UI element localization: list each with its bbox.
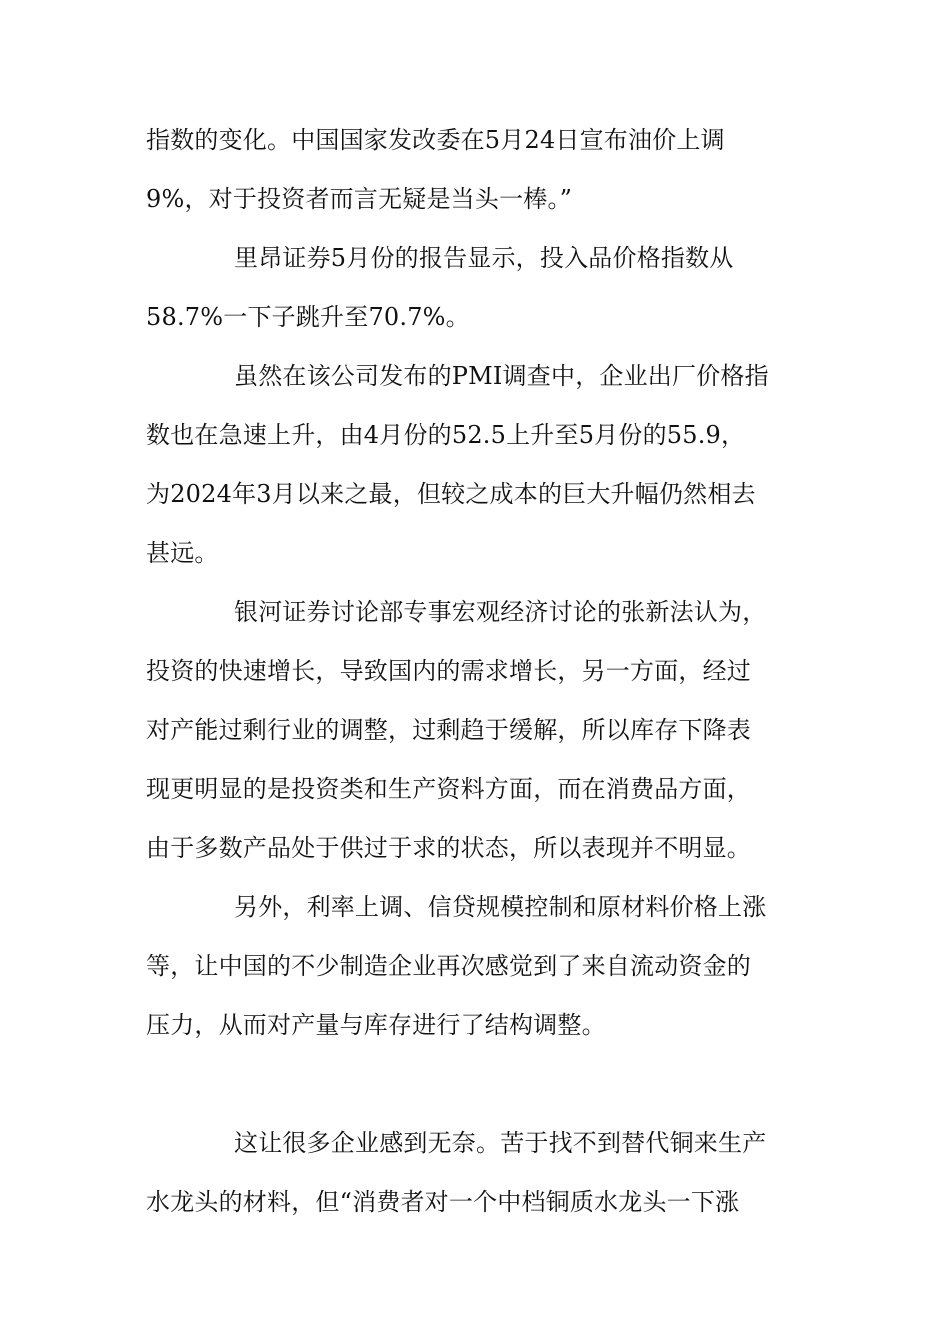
text-line: 甚远。 — [146, 539, 219, 567]
text-line: 银河证券讨论部专事宏观经济讨论的张新法认为， — [234, 598, 767, 626]
text-line: 为2024年3月以来之最，但较之成本的巨大升幅仍然相去 — [146, 480, 756, 508]
text-line: 压力，从而对产量与库存进行了结构调整。 — [146, 1011, 606, 1039]
text-line: 虽然在该公司发布的PMI调查中，企业出厂价格指 — [234, 362, 769, 390]
text-line: 另外，利率上调、信贷规模控制和原材料价格上涨 — [234, 893, 767, 921]
text-line: 这让很多企业感到无奈。苦于找不到替代铜来生产 — [234, 1129, 767, 1157]
text-line: 指数的变化。中国国家发改委在5月24日宣布油价上调 — [146, 126, 725, 154]
text-line: 里昂证券5月份的报告显示，投入品价格指数从 — [234, 244, 734, 272]
text-line: 9%，对于投资者而言无疑是当头一棒。” — [146, 185, 573, 213]
text-line: 58.7%一下子跳升至70.7%。 — [146, 303, 470, 331]
text-line: 投资的快速增长，导致国内的需求增长，另一方面，经过 — [146, 657, 751, 685]
body-text — [146, 111, 806, 1232]
text-line: 由于多数产品处于供过于求的状态，所以表现并不明显。 — [146, 834, 751, 862]
text-line: 数也在急速上升，由4月份的52.5上升至5月份的55.9， — [146, 421, 746, 449]
text-line: 对产能过剩行业的调整，过剩趋于缓解，所以库存下降表 — [146, 716, 751, 744]
paragraph-gap — [146, 1055, 806, 1114]
text-line: 水龙头的材料，但“消费者对一个中档铜质水龙头一下涨 — [146, 1188, 740, 1216]
text-line: 现更明显的是投资类和生产资料方面，而在消费品方面， — [146, 775, 751, 803]
text-line: 等，让中国的不少制造企业再次感觉到了来自流动资金的 — [146, 952, 751, 980]
